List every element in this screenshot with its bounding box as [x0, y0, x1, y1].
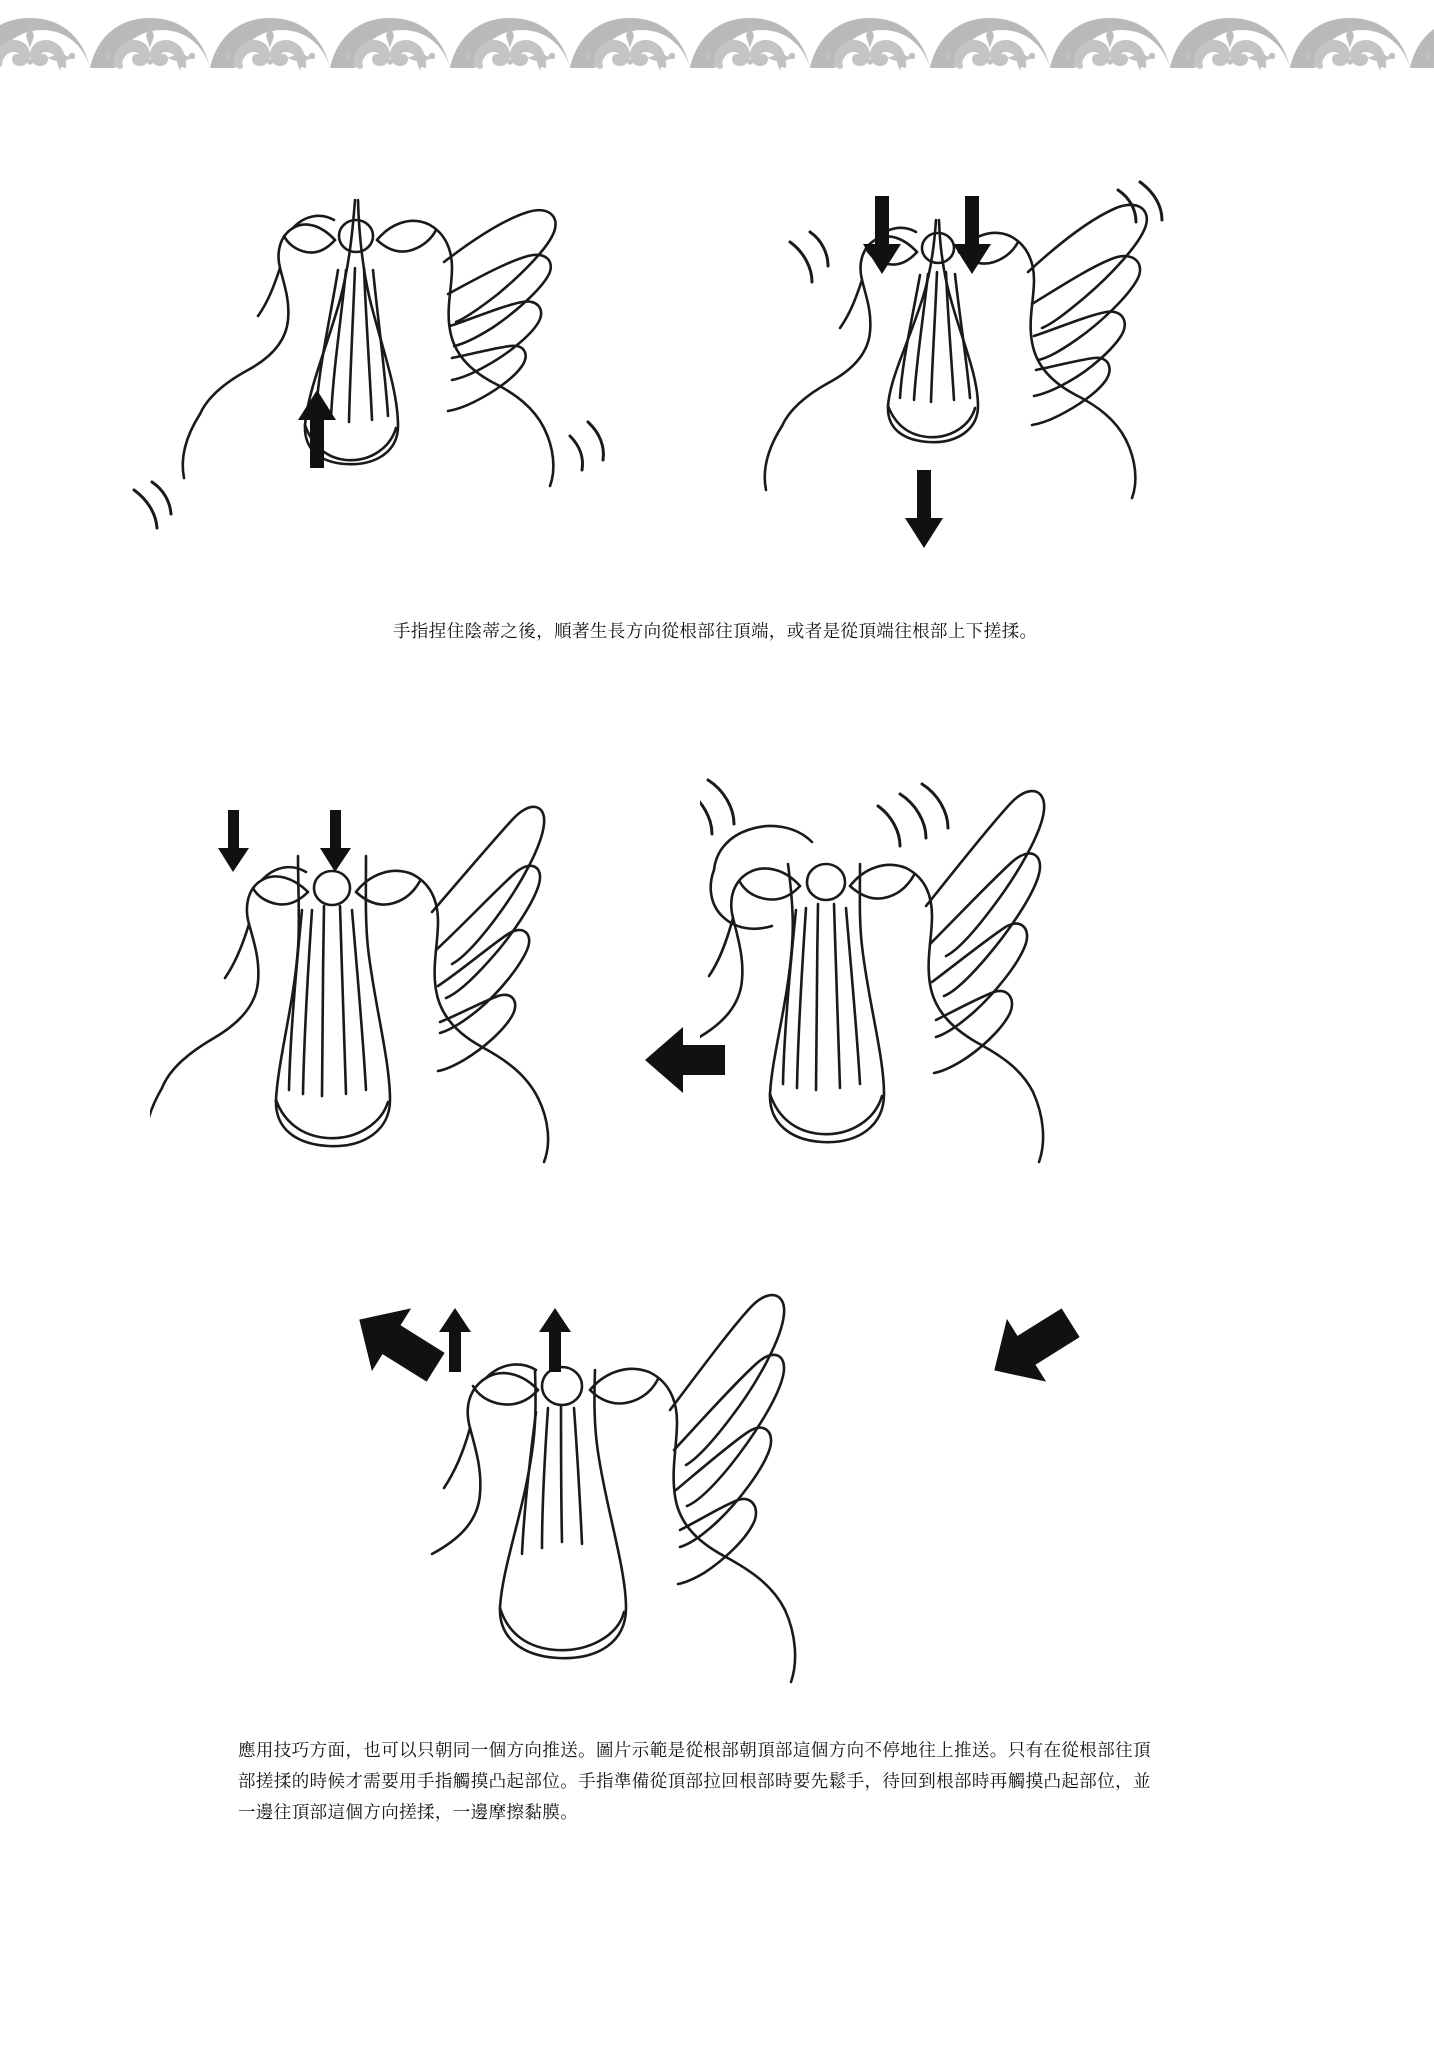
arrow-down-icon-right — [320, 810, 351, 872]
flow-arrow-down-left-icon — [350, 1300, 450, 1390]
caption-first-text: 手指捏住陰蒂之後，順著生長方向從根部往頂端，或者是從頂端往根部上下搓揉。 — [393, 621, 1038, 641]
arrow-down-icon-left — [218, 810, 249, 872]
figure-hands-stroking-downward — [718, 180, 1278, 620]
caption-first — [393, 616, 1043, 647]
flow-arrow-left-icon — [645, 1025, 735, 1095]
arrow-up-icon-right — [539, 1308, 571, 1372]
figure-hands-pushing-upward — [430, 1290, 1030, 1710]
caption-second-text: 應用技巧方面，也可以只朝同一個方向推送。圖片示範是從根部朝頂部這個方向不停地往上推送。只有在從根部往頂部搓揉的時候才需要用手指觸摸凸起部位。手指準備從頂部拉回根部時要先鬆手，待回到根部時再觸摸凸起部位，並一邊往頂部這個方向搓揉，一邊摩擦黏膜。 — [238, 1740, 1151, 1823]
figure-hands-gripping-base — [700, 770, 1280, 1290]
flow-arrow-up-left-icon — [985, 1300, 1085, 1390]
arrow-down-icon-left — [863, 196, 901, 274]
caption-second — [238, 1735, 1158, 1828]
figure-hands-pressing-downward — [150, 770, 710, 1290]
arrow-down-icon-bottom — [905, 470, 943, 548]
figure-hands-stroking-upward — [130, 190, 670, 610]
